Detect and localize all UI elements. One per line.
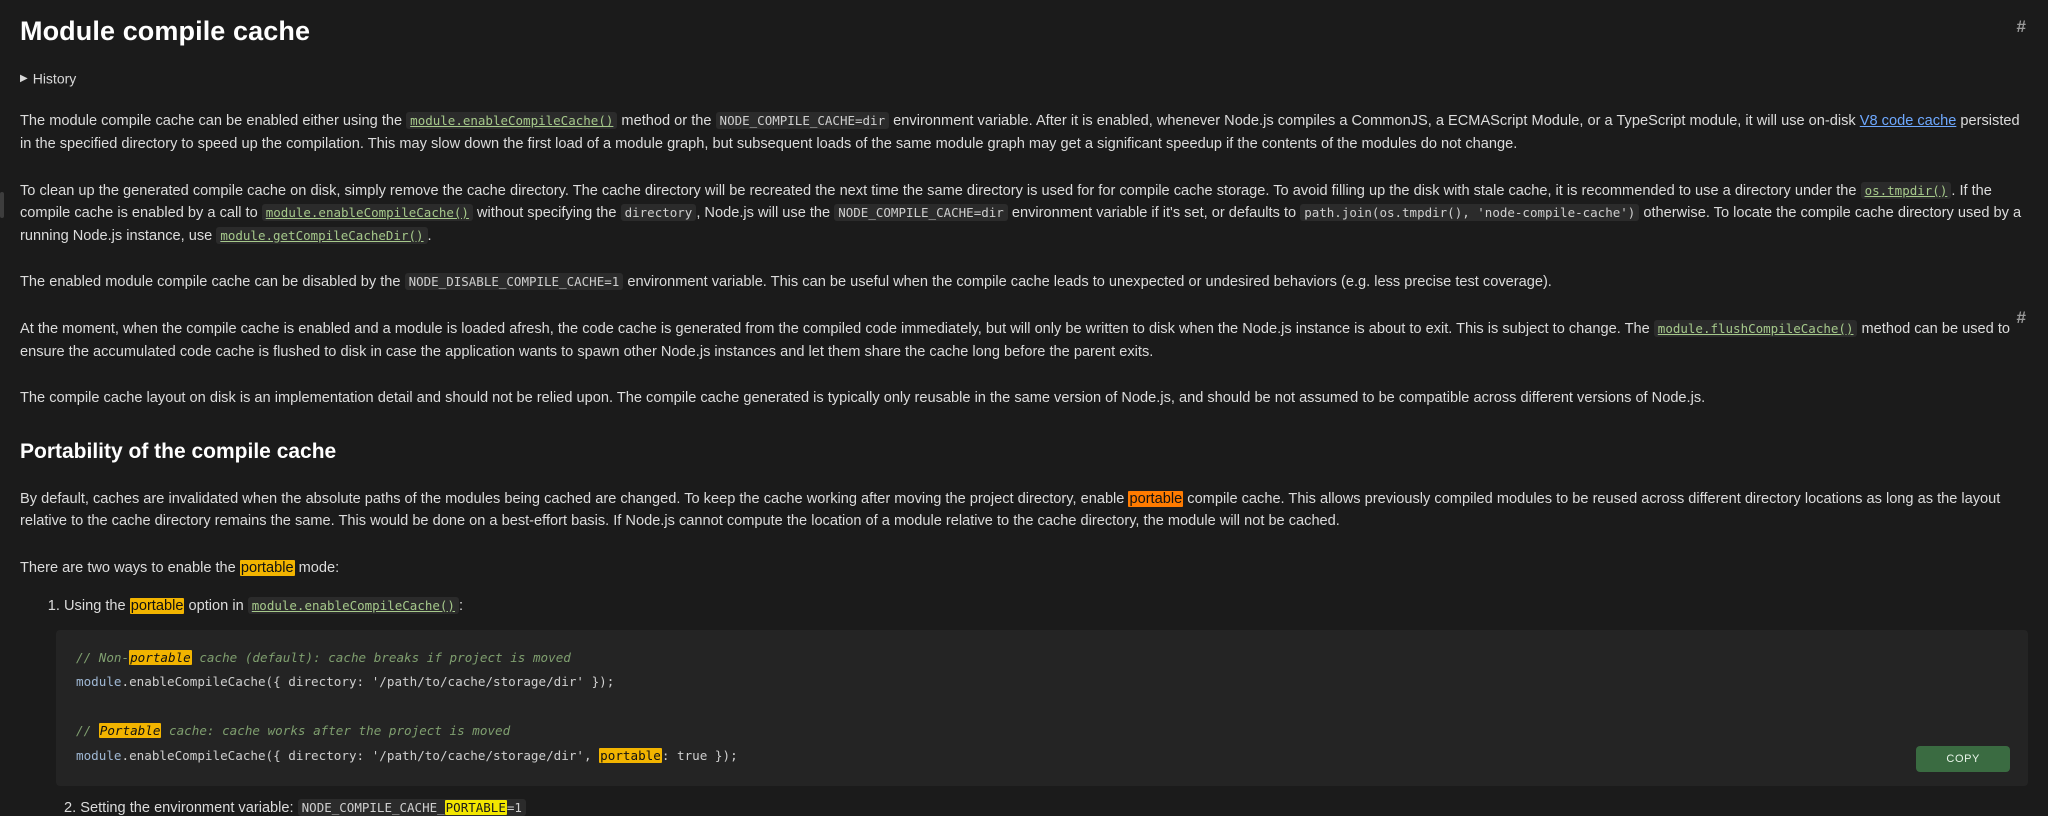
- p3-text-a: The enabled module compile cache can be disabled by the: [20, 274, 405, 291]
- code-enable-compile-cache-3: module.enableCompileCache(): [248, 597, 459, 614]
- p2-text-d: , Node.js will use the: [696, 205, 835, 222]
- code-path-join: path.join(os.tmpdir(), 'node-compile-cache'): [1300, 204, 1639, 221]
- step1-text-b: option in: [184, 597, 248, 614]
- highlight-portable-1: portable: [1129, 490, 1183, 507]
- step2-code-pre: NODE_COMPILE_CACHE_: [301, 800, 445, 816]
- comment1-post: cache (default): cache breaks if project is moved: [191, 649, 571, 665]
- code-line2-rest-a: .enableCompileCache({ directory: '/path/to/cache/storage/dir',: [121, 747, 600, 763]
- code-line2-rest-b: : true });: [661, 747, 738, 763]
- link-os-tmpdir[interactable]: [1861, 183, 1952, 199]
- page-title: Module compile cache: [20, 16, 311, 46]
- p2-text-a: To clean up the generated compile cache on disk, simply remove the cache directory. The cache directory will be recreated the next time the same directory is used for for compile cache storage. To avoid filling up the disk with stale cache, it is recommended to use a directory under the: [20, 182, 1861, 199]
- paragraph-1: [20, 110, 2028, 155]
- section-anchor-link-1[interactable]: #: [2016, 17, 2026, 36]
- code-directory: directory: [621, 204, 697, 221]
- code-comment-1: [76, 650, 571, 665]
- step2-number: 2.: [64, 800, 81, 816]
- code-node-compile-cache-dir: NODE_COMPILE_CACHE=dir: [716, 112, 890, 129]
- p2-text-g: .: [427, 227, 432, 244]
- p4-text-b: method can be used to ensure the accumulated code cache is flushed to disk in case the application wants to spawn other Node.js instances and let them share the cache long before the parent exits.: [20, 320, 2010, 360]
- highlight-portable-code-2: Portable: [99, 723, 161, 739]
- p1-text-a: The module compile cache can be enabled either using the: [20, 113, 407, 130]
- comment2-pre: //: [76, 723, 99, 739]
- code-node-compile-cache-portable: [298, 799, 526, 816]
- code-block-content: [76, 646, 2008, 769]
- highlight-portable-code-3: portable: [600, 747, 661, 763]
- code-node-compile-cache-dir-2: NODE_COMPILE_CACHE=dir: [834, 204, 1008, 221]
- s2p2-text-a: There are two ways to enable the: [20, 560, 240, 576]
- code-comment-2: [76, 723, 510, 738]
- history-disclosure[interactable]: [20, 69, 2028, 86]
- link-get-compile-cache-dir[interactable]: [216, 228, 427, 244]
- p2-text-e: environment variable if it's set, or defaults to: [1007, 205, 1301, 222]
- link-enable-compile-cache-3[interactable]: [248, 598, 459, 614]
- history-label: History: [32, 70, 77, 87]
- code-block: [56, 630, 2028, 787]
- section-anchor-link-2[interactable]: #: [2016, 308, 2026, 327]
- p4-text-a: At the moment, when the compile cache is enabled and a module is loaded afresh, the code cache is generated from the compiled code immediately, but will only be written to disk when the Node.js instance is about to exit. This is subject to change. The: [20, 320, 1654, 337]
- p1-text-b: method or the: [617, 113, 716, 130]
- code-node-disable-compile-cache: NODE_DISABLE_COMPILE_CACHE=1: [405, 273, 624, 290]
- code-get-compile-cache-dir: module.getCompileCacheDir(): [216, 227, 427, 244]
- list-item-step-1: [64, 598, 2028, 614]
- scrollbar-thumb[interactable]: [0, 192, 4, 218]
- link-flush-compile-cache[interactable]: [1654, 321, 1858, 337]
- highlight-portable-code-1: portable: [130, 649, 191, 665]
- link-v8-code-cache[interactable]: V8 code cache: [1859, 113, 1957, 130]
- code-line2-module: module: [76, 747, 122, 763]
- step2-text-a: Setting the environment variable:: [80, 800, 298, 816]
- p2-text-b: . If the compile cache is enabled by a call to: [20, 182, 1992, 222]
- highlight-portable-2: portable: [240, 560, 294, 576]
- code-flush-compile-cache: module.flushCompileCache(): [1654, 320, 1858, 337]
- steps-list: [20, 598, 2028, 614]
- step1-text-a: Using the: [64, 597, 130, 614]
- link-enable-compile-cache[interactable]: [406, 113, 617, 129]
- code-os-tmpdir: os.tmpdir(): [1861, 182, 1952, 199]
- s2p2-text-b: mode:: [294, 560, 340, 576]
- highlight-portable-env: PORTABLE: [445, 800, 506, 816]
- link-enable-compile-cache-2[interactable]: [262, 205, 473, 221]
- p2-text-f: otherwise. To locate the compile cache directory used by a running Node.js instance, use: [20, 205, 2022, 244]
- section2-paragraph-1: [20, 488, 2028, 533]
- highlight-portable-3: portable: [130, 597, 184, 614]
- code-line1-rest: .enableCompileCache({ directory: '/path/to/cache/storage/dir' });: [121, 674, 615, 690]
- copy-button[interactable]: COPY: [1916, 746, 2010, 772]
- step2-code-post: =1: [506, 800, 522, 816]
- p1-text-d: persisted in the specified directory to speed up the compilation. This may slow down the first load of a module graph, but subsequent loads of the same module graph may get a significant speedup if the contents of the modules do not change.: [20, 113, 2020, 152]
- section2-paragraph-2: [20, 557, 2028, 580]
- step1-text-c: :: [458, 597, 464, 614]
- code-line1-module: module: [76, 674, 122, 690]
- paragraph-4: [20, 318, 2028, 363]
- list-item-step-2: [20, 800, 2028, 816]
- p2-text-c: without specifying the: [472, 205, 621, 222]
- p3-text-b: environment variable. This can be useful when the compile cache leads to unexpected or undesired behaviors (e.g. less precise test coverage).: [623, 274, 1552, 291]
- paragraph-3: [20, 271, 2028, 294]
- p1-text-c: environment variable. After it is enabled, whenever Node.js compiles a CommonJS, a ECMAScript Module, or a TypeScript module, it will use on-disk: [889, 113, 1860, 130]
- section-title-portability: Portability of the compile cache: [20, 439, 337, 463]
- paragraph-2: [20, 180, 2028, 248]
- chevron-right-icon: ▶: [20, 72, 28, 84]
- comment2-post: cache: cache works after the project is moved: [161, 723, 511, 739]
- code-enable-compile-cache: module.enableCompileCache(): [406, 112, 617, 129]
- code-enable-compile-cache-2: module.enableCompileCache(): [262, 204, 473, 221]
- s2p1-text-a: By default, caches are invalidated when the absolute paths of the modules being cached are changed. To keep the cache working after moving the project directory, enable: [20, 490, 1129, 507]
- s2p1-text-b: compile cache. This allows previously compiled modules to be reused across different directory locations as long as the layout relative to the cache directory remains the same. This would be done on a best-effort basis. If Node.js cannot compute the location of a module relative to the cache directory, the module will not be cached.: [20, 490, 2001, 530]
- comment1-pre: // Non-: [76, 649, 130, 665]
- paragraph-5: The compile cache layout on disk is an implementation detail and should not be relied upon. The compile cache generated is typically only reusable in the same version of Node.js, and should be not assumed to be compatible across different versions of Node.js.: [20, 390, 1706, 407]
